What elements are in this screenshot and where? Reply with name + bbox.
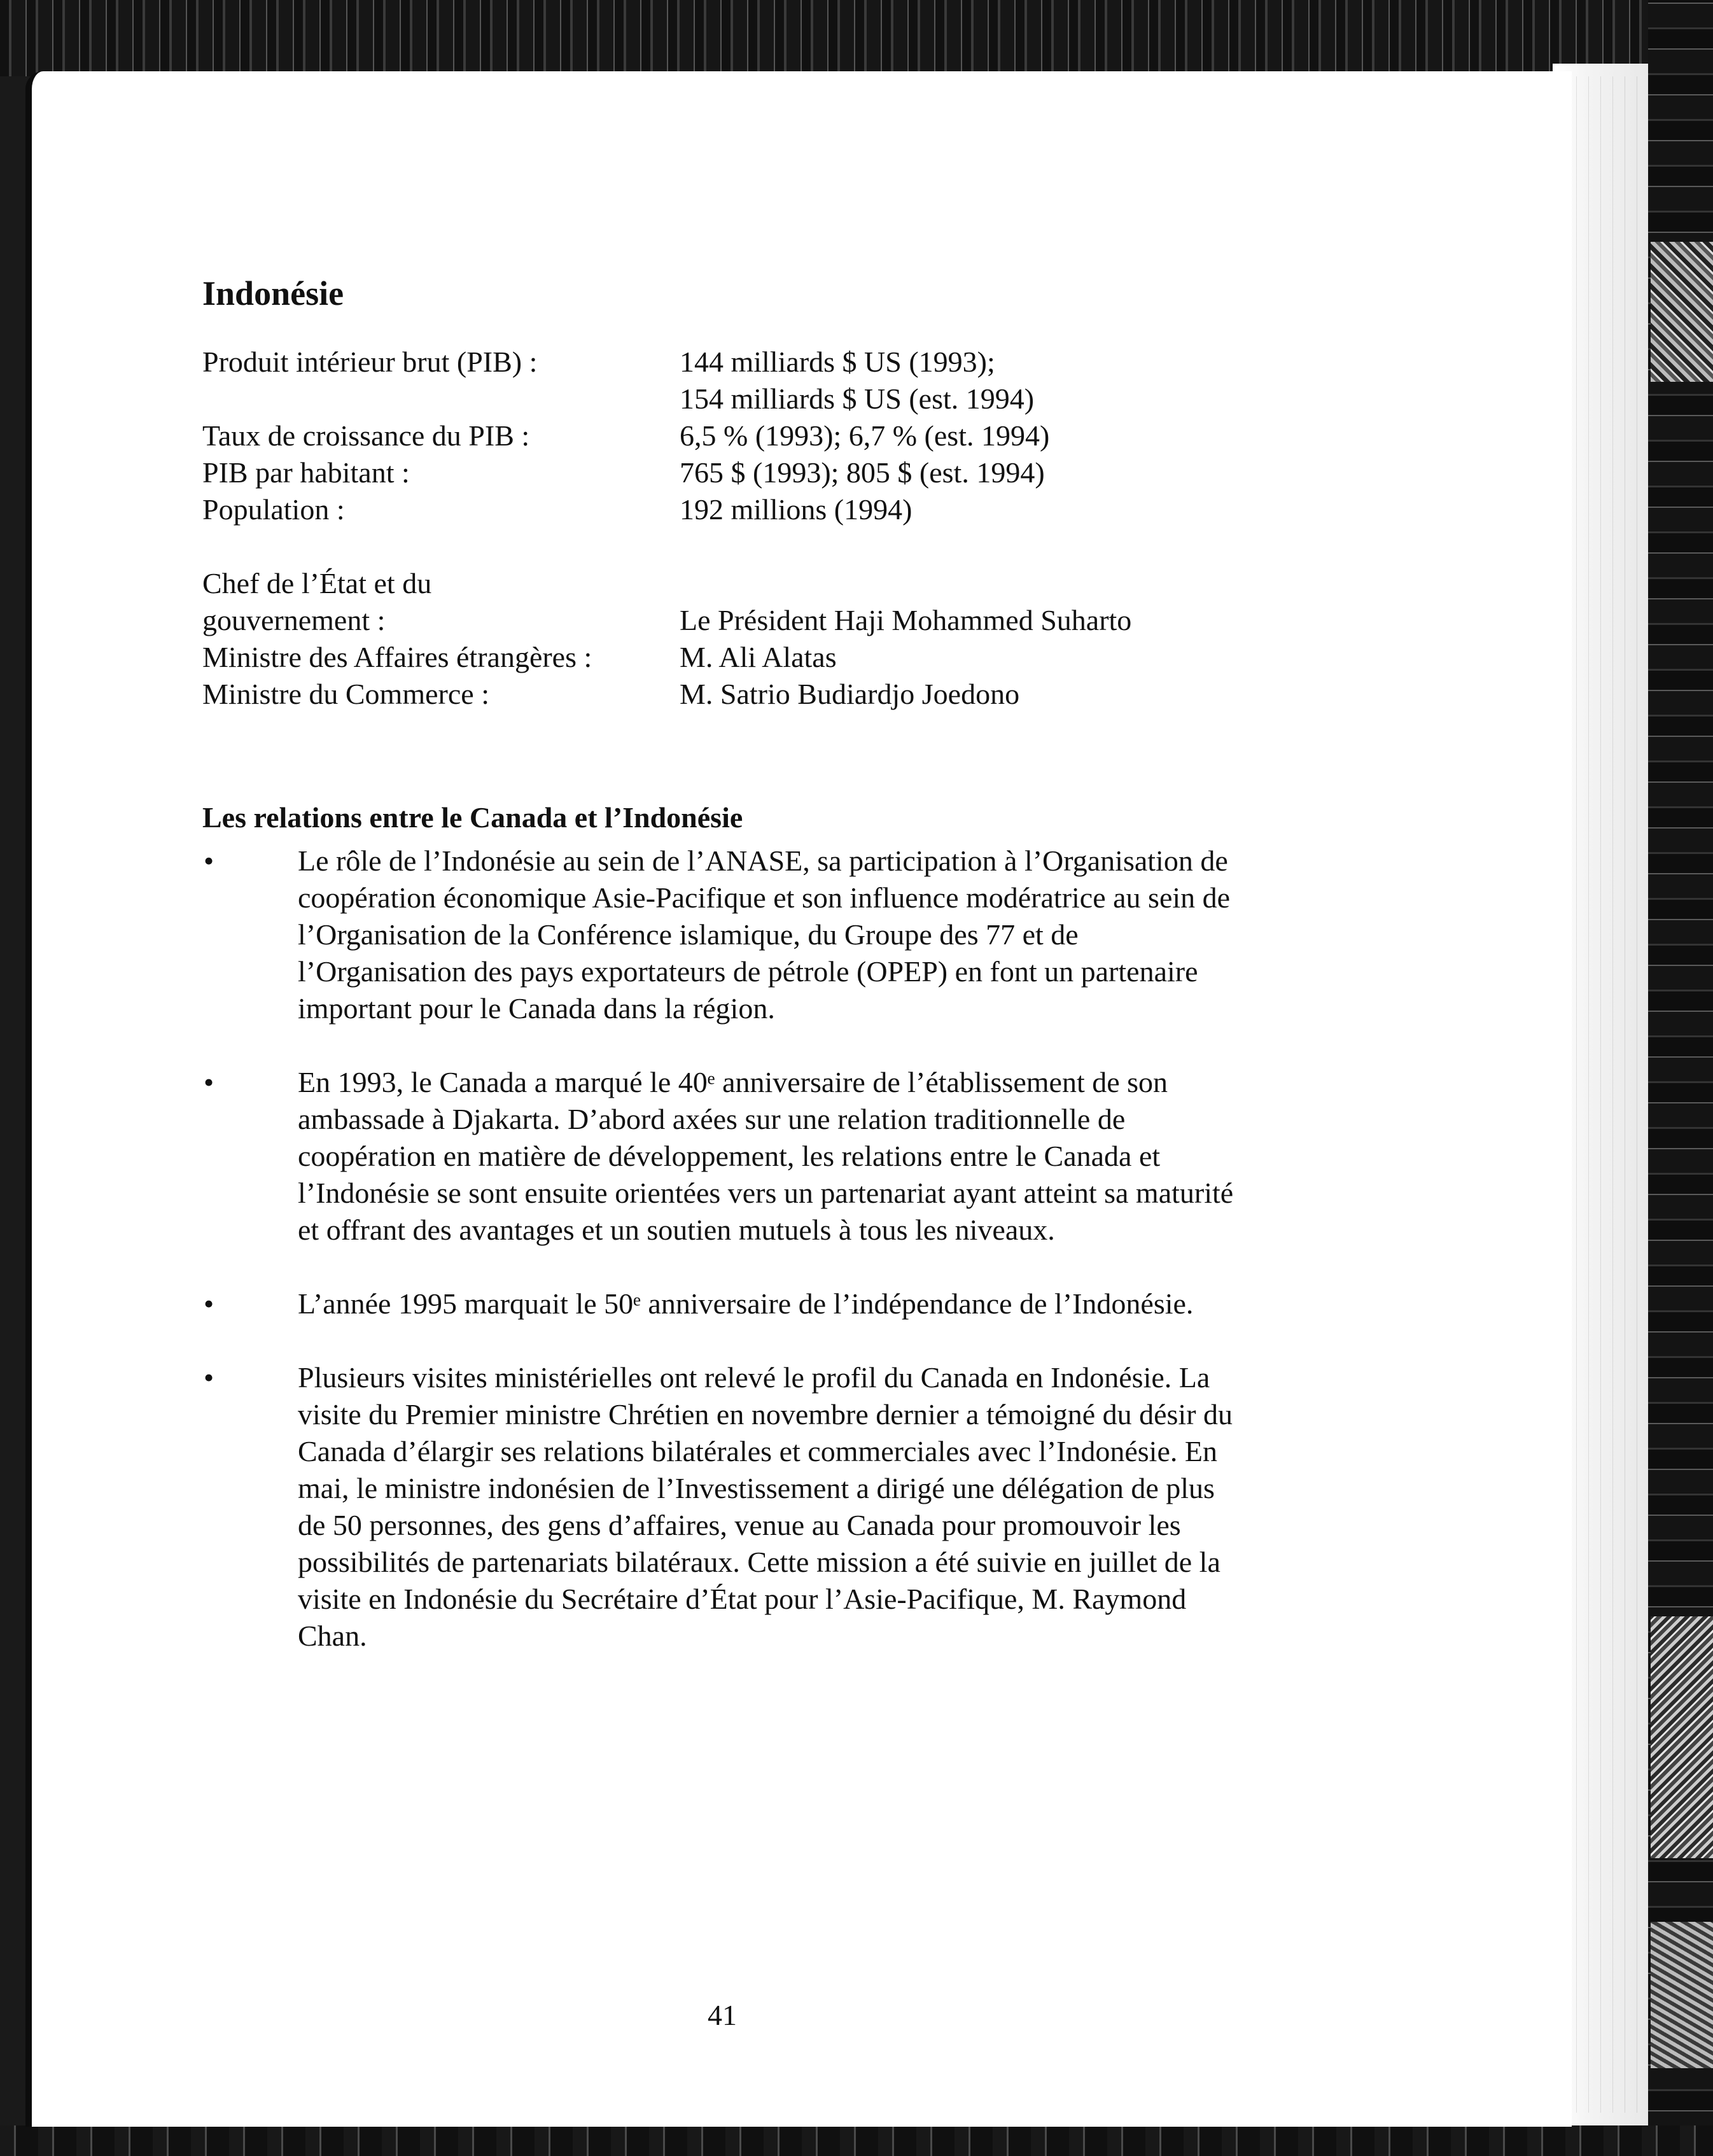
- official-label: Ministre des Affaires étrangères :: [202, 641, 592, 673]
- fact-label: Taux de croissance du PIB :: [202, 419, 530, 452]
- scan-noise-patch: [1651, 242, 1713, 382]
- bullet-icon: •: [204, 1287, 214, 1320]
- list-item: [202, 1285, 1246, 1322]
- bullet-icon: •: [204, 1066, 214, 1098]
- fact-label: PIB par habitant :: [202, 456, 410, 489]
- spacer: [202, 528, 1316, 565]
- fact-label: Population :: [202, 493, 345, 526]
- document-page: [25, 71, 1572, 2127]
- scan-border-top: [0, 0, 1713, 76]
- page-content: [202, 275, 1284, 1691]
- list-item: [202, 1064, 1246, 1249]
- list-item: [202, 1359, 1246, 1655]
- bullet-text: En 1993, le Canada a marqué le 40ᵉ anniversaire de l’établissement de son ambassade à Djakarta. D’abord axées sur une relation traditionnelle de coopération en matière de développement, les relations entre le Canada et l’Indonésie se sont ensuite orientées vers un partenariat ayant atteint sa maturité et offrant des avantages et un soutien mutuels à tous les niveaux.: [298, 1066, 1234, 1246]
- bullet-text: L’année 1995 marquait le 50ᵉ anniversaire de l’indépendance de l’Indonésie.: [298, 1287, 1194, 1320]
- country-facts: [202, 344, 1284, 713]
- official-value: M. Ali Alatas: [680, 641, 837, 673]
- bullet-text: Le rôle de l’Indonésie au sein de l’ANASE, sa participation à l’Organisation de coopération économique Asie-Pacifique et son influence modératrice au sein de l’Organisation de la Conférence islamique, du Groupe des 77 et de l’Organisation des pays exportateurs de pétrole (OPEP) en font un partenaire important pour le Canada dans la région.: [298, 844, 1231, 1025]
- fact-value: 192 millions (1994): [680, 493, 912, 526]
- fact-value: 144 milliards $ US (1993); 154 milliards $ US (est. 1994): [680, 346, 1035, 415]
- scan-noise-patch: [1651, 1922, 1713, 2068]
- official-label: Ministre du Commerce :: [202, 678, 489, 710]
- relations-bullet-list: [202, 843, 1284, 1655]
- scan-noise-patch: [1651, 1616, 1713, 1858]
- fact-label: Produit intérieur brut (PIB) :: [202, 346, 538, 378]
- section-heading: Les relations entre le Canada et l’Indonésie: [202, 801, 743, 834]
- scan-border-bottom: [0, 2125, 1713, 2156]
- fact-value: 6,5 % (1993); 6,7 % (est. 1994): [680, 419, 1050, 452]
- list-item: [202, 843, 1246, 1027]
- page-title: Indonésie: [202, 274, 344, 312]
- bullet-icon: •: [204, 1361, 214, 1394]
- bullet-icon: •: [204, 844, 214, 877]
- official-value: M. Satrio Budiardjo Joedono: [680, 678, 1020, 710]
- official-value: Le Président Haji Mohammed Suharto: [680, 604, 1132, 636]
- fact-value: 765 $ (1993); 805 $ (est. 1994): [680, 456, 1045, 489]
- bullet-text: Plusieurs visites ministérielles ont relevé le profil du Canada en Indonésie. La visite du Premier ministre Chrétien en novembre dernier a témoigné du désir du Canada d’élargir ses relations bilatérales et commerciales avec l’Indonésie. En mai, le ministre indonésien de l’Investissement a dirigé une délégation de plus de 50 personnes, des gens d’affaires, venue au Canada pour promouvoir les possibilités de partenariats bilatéraux. Cette mission a été suivie en juillet de la visite en Indonésie du Secrétaire d’État pour l’Asie-Pacifique, M. Raymond Chan.: [298, 1361, 1233, 1652]
- official-label: Chef de l’État et du gouvernement :: [202, 567, 432, 636]
- page-number: 41: [708, 1999, 737, 2031]
